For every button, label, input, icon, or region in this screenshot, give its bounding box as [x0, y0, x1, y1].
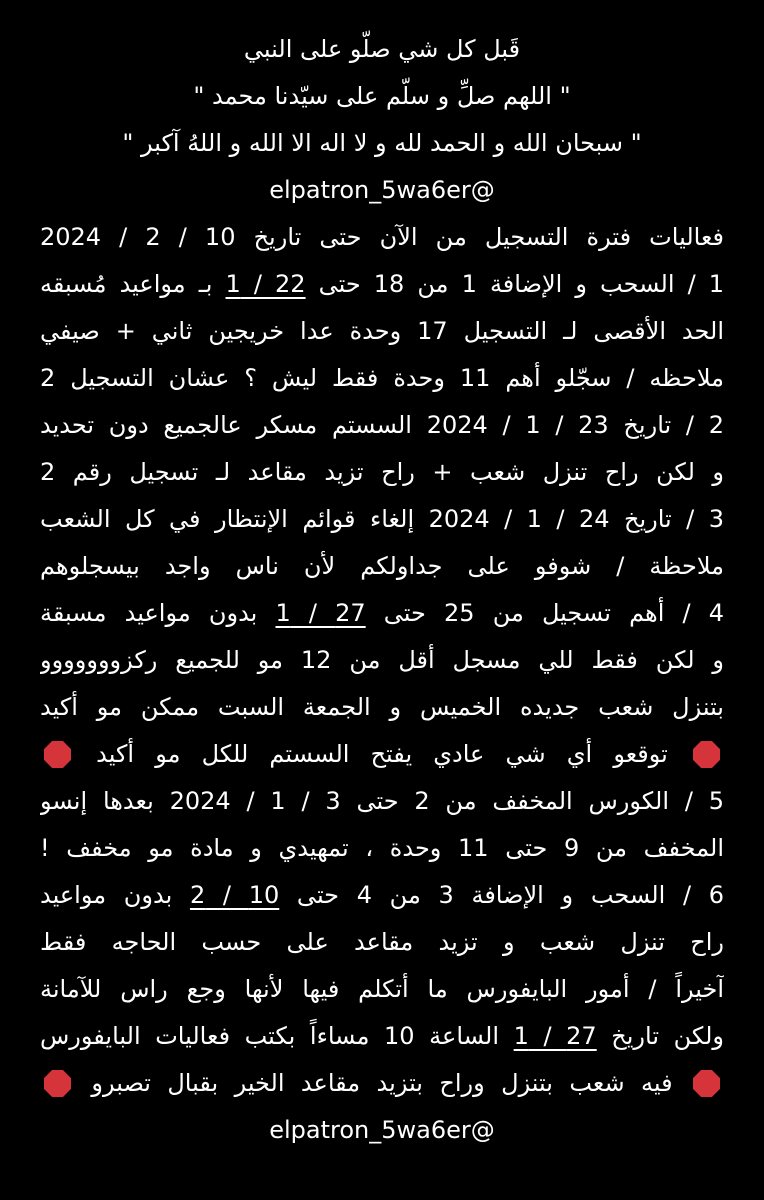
note-text: 2 / تاريخ 23 / 1 / 2024 السستم مسكر عالجميع دون تحديد — [40, 411, 724, 439]
underlined-date: 27 / 1 — [275, 599, 366, 627]
note-text: فيه شعب بتنزل وراح بتزيد مقاعد الخير بقبال تصبرو — [75, 1069, 689, 1097]
note-text: فعاليات فترة التسجيل من الآن حتى تاريخ 10 / 2 / 2024 — [40, 223, 724, 251]
note-text: بـ مواعيد مُسبقه — [40, 270, 226, 298]
note-text: بتنزل شعب جديده الخميس و الجمعة السبت ممكن مو أكيد — [40, 693, 724, 721]
note-text: الساعة 10 مساءاً بكتب فعاليات البايفورس — [40, 1022, 514, 1050]
note-line — [40, 919, 724, 966]
note-text: @elpatron_5wa6er — [269, 176, 495, 204]
note-text: قَبل كل شي صلّو على النبي — [243, 35, 521, 63]
note-text: ملاحظة / شوفو على جداولكم لأن ناس واجد بيسجلوهم — [40, 552, 724, 580]
note-line — [40, 1060, 724, 1107]
stop-sign-icon — [693, 741, 720, 768]
note-line — [40, 26, 724, 73]
note-line — [40, 1107, 724, 1154]
note-line — [40, 731, 724, 778]
note-line — [40, 73, 724, 120]
note-line — [40, 1013, 724, 1060]
note-text: 3 / تاريخ 24 / 1 / 2024 إلغاء قوائم الإنتظار في كل الشعب — [40, 505, 724, 533]
note-line — [40, 449, 724, 496]
note-line — [40, 167, 724, 214]
underlined-date: 10 / 2 — [189, 881, 280, 909]
underlined-date: 27 / 1 — [513, 1022, 597, 1050]
note-text: بدون مواعيد — [40, 881, 190, 909]
note-line — [40, 355, 724, 402]
note-text: ولكن تاريخ — [596, 1022, 724, 1050]
note-line — [40, 684, 724, 731]
stop-sign-icon — [44, 1070, 71, 1097]
note-line — [40, 590, 724, 637]
note-text: بدون مواعيد مسبقة — [40, 599, 276, 627]
stop-sign-icon — [44, 741, 71, 768]
note-text: " سبحان الله و الحمد لله و لا اله الا الله و اللهُ آكبر " — [122, 129, 642, 157]
note-text: المخفف من 9 حتى 11 وحدة ، تمهيدي و مادة مو مخفف ! — [40, 834, 724, 862]
note-line — [40, 543, 724, 590]
note-text: 4 / أهم تسجيل من 25 حتى — [365, 599, 724, 627]
stop-sign-icon — [693, 1070, 720, 1097]
note-line — [40, 308, 724, 355]
note-line — [40, 214, 724, 261]
note-line — [40, 120, 724, 167]
note-text: راح تنزل شعب و تزيد مقاعد على حسب الحاجه فقط — [40, 928, 724, 956]
note-text: توقعو أي شي عادي يفتح السستم للكل مو أكيد — [75, 740, 689, 768]
note-text: 5 / الكورس المخفف من 2 حتى 3 / 1 / 2024 بعدها إنسو — [40, 787, 724, 815]
note-line — [40, 872, 724, 919]
note-line — [40, 778, 724, 825]
note-text: " اللهم صلِّ و سلّم على سيّدنا محمد " — [193, 82, 571, 110]
note-text: آخيراً / أمور البايفورس ما أتكلم فيها لأنها وجع راس للآمانة — [40, 975, 724, 1003]
note-line — [40, 261, 724, 308]
note-text: 6 / السحب و الإضافة 3 من 4 حتى — [279, 881, 724, 909]
note-line — [40, 966, 724, 1013]
note-text: ملاحظه / سجّلو أهم 11 وحدة فقط ليش ؟ عشان التسجيل 2 — [40, 364, 724, 392]
note-text: و لكن راح تنزل شعب + راح تزيد مقاعد لـ تسجيل رقم 2 — [40, 458, 724, 486]
note-text: @elpatron_5wa6er — [269, 1116, 495, 1144]
note-text: 1 / السحب و الإضافة 1 من 18 حتى — [305, 270, 724, 298]
note-line — [40, 825, 724, 872]
note-line — [40, 402, 724, 449]
underlined-date: 22 / 1 — [225, 270, 306, 298]
note-text: الحد الأقصى لـ التسجيل 17 وحدة عدا خريجين ثاني + صيفي — [40, 317, 724, 345]
note-line — [40, 496, 724, 543]
note-line — [40, 637, 724, 684]
note-text: و لكن فقط للي مسجل أقل من 12 مو للجميع ركزووووووو — [40, 646, 724, 674]
